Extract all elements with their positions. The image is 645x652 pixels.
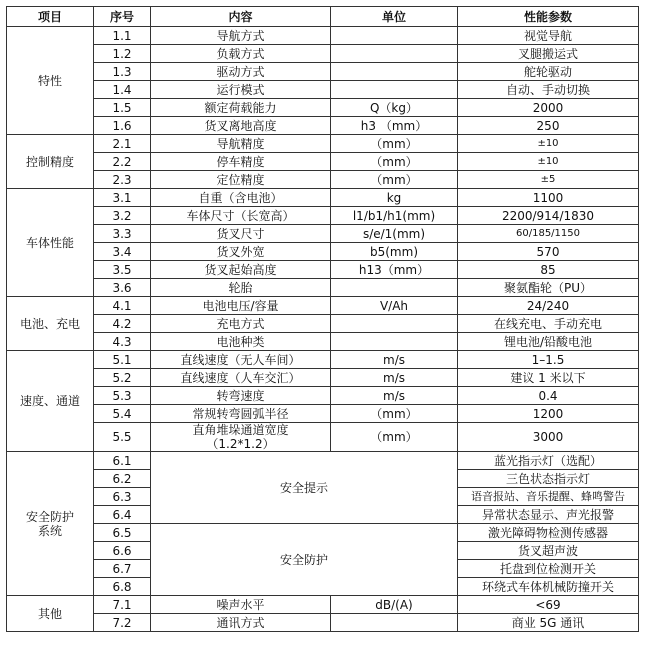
row-value: 1–1.5 — [458, 351, 639, 369]
row-no: 2.2 — [94, 153, 151, 171]
row-content: 货叉尺寸 — [151, 225, 331, 243]
row-content: 噪声水平 — [151, 596, 331, 614]
row-value: ±5 — [458, 171, 639, 189]
row-unit: kg — [331, 189, 458, 207]
row-no: 3.3 — [94, 225, 151, 243]
table-row — [7, 423, 639, 452]
row-content: 货叉离地高度 — [151, 117, 331, 135]
table-row — [7, 596, 639, 614]
row-content: 定位精度 — [151, 171, 331, 189]
header-content: 内容 — [151, 7, 331, 27]
category-cell: 安全防护 系统 — [7, 452, 94, 596]
table-row — [7, 45, 639, 63]
row-value: <69 — [458, 596, 639, 614]
row-content: 常规转弯圆弧半径 — [151, 405, 331, 423]
row-content: 导航精度 — [151, 135, 331, 153]
row-unit: （mm） — [331, 423, 458, 452]
row-unit: Q（kg） — [331, 99, 458, 117]
row-value: 2000 — [458, 99, 639, 117]
row-no: 6.8 — [94, 578, 151, 596]
row-content: 自重（含电池） — [151, 189, 331, 207]
header-value: 性能参数 — [458, 7, 639, 27]
table-row — [7, 452, 639, 470]
row-no: 6.6 — [94, 542, 151, 560]
row-value: 蓝光指示灯（选配） — [458, 452, 639, 470]
row-no: 6.1 — [94, 452, 151, 470]
row-no: 3.1 — [94, 189, 151, 207]
row-no: 5.2 — [94, 369, 151, 387]
table-row — [7, 387, 639, 405]
row-value: 24/240 — [458, 297, 639, 315]
category-cell: 特性 — [7, 27, 94, 135]
row-no: 6.3 — [94, 488, 151, 506]
row-value: 3000 — [458, 423, 639, 452]
table-row — [7, 261, 639, 279]
row-content: 电池种类 — [151, 333, 331, 351]
row-value: 60/185/1150 — [458, 225, 639, 243]
table-row — [7, 99, 639, 117]
row-no: 6.2 — [94, 470, 151, 488]
row-unit: m/s — [331, 369, 458, 387]
row-value: 托盘到位检测开关 — [458, 560, 639, 578]
row-no: 6.7 — [94, 560, 151, 578]
row-no: 7.1 — [94, 596, 151, 614]
table-row — [7, 27, 639, 45]
row-value: 三色状态指示灯 — [458, 470, 639, 488]
row-value: 货叉超声波 — [458, 542, 639, 560]
row-content: 导航方式 — [151, 27, 331, 45]
table-row — [7, 225, 639, 243]
table-row — [7, 189, 639, 207]
table-row — [7, 279, 639, 297]
row-no: 5.1 — [94, 351, 151, 369]
row-no: 5.5 — [94, 423, 151, 452]
merged-content-cell: 安全提示 — [151, 452, 458, 524]
table-row — [7, 63, 639, 81]
table-row — [7, 369, 639, 387]
row-no: 1.2 — [94, 45, 151, 63]
header-item: 项目 — [7, 7, 94, 27]
row-value: 建议 1 米以下 — [458, 369, 639, 387]
row-no: 1.4 — [94, 81, 151, 99]
row-no: 1.5 — [94, 99, 151, 117]
row-content: 轮胎 — [151, 279, 331, 297]
row-no: 3.4 — [94, 243, 151, 261]
row-value: 85 — [458, 261, 639, 279]
row-no: 4.2 — [94, 315, 151, 333]
row-value: 250 — [458, 117, 639, 135]
row-unit: s/e/1(mm) — [331, 225, 458, 243]
row-no: 1.6 — [94, 117, 151, 135]
row-unit: （mm） — [331, 153, 458, 171]
table-row — [7, 405, 639, 423]
row-value: ±10 — [458, 135, 639, 153]
row-no: 4.3 — [94, 333, 151, 351]
row-value: 舵轮驱动 — [458, 63, 639, 81]
row-unit — [331, 81, 458, 99]
row-content: 运行模式 — [151, 81, 331, 99]
row-content: 直线速度（人车交汇） — [151, 369, 331, 387]
row-content: 直角堆垛通道宽度 （1.2*1.2） — [151, 423, 331, 452]
row-content: 电池电压/容量 — [151, 297, 331, 315]
row-unit — [331, 614, 458, 632]
row-value: 2200/914/1830 — [458, 207, 639, 225]
row-unit — [331, 27, 458, 45]
row-no: 3.5 — [94, 261, 151, 279]
table-row — [7, 333, 639, 351]
row-content: 负载方式 — [151, 45, 331, 63]
row-unit — [331, 333, 458, 351]
row-unit: m/s — [331, 387, 458, 405]
category-cell: 控制精度 — [7, 135, 94, 189]
table-row — [7, 297, 639, 315]
row-no: 6.5 — [94, 524, 151, 542]
row-value: 激光障碍物检测传感器 — [458, 524, 639, 542]
row-no: 5.4 — [94, 405, 151, 423]
category-cell: 速度、通道 — [7, 351, 94, 452]
table-row — [7, 243, 639, 261]
row-unit — [331, 279, 458, 297]
row-value: 环绕式车体机械防撞开关 — [458, 578, 639, 596]
category-cell: 车体性能 — [7, 189, 94, 297]
row-unit: （mm） — [331, 405, 458, 423]
row-content: 转弯速度 — [151, 387, 331, 405]
row-value: 锂电池/铅酸电池 — [458, 333, 639, 351]
row-unit: dB/(A) — [331, 596, 458, 614]
row-value: 叉腿搬运式 — [458, 45, 639, 63]
row-value: 570 — [458, 243, 639, 261]
header-unit: 单位 — [331, 7, 458, 27]
table-row — [7, 171, 639, 189]
row-content: 充电方式 — [151, 315, 331, 333]
row-value: 在线充电、手动充电 — [458, 315, 639, 333]
row-unit — [331, 63, 458, 81]
category-cell: 其他 — [7, 596, 94, 632]
row-content: 驱动方式 — [151, 63, 331, 81]
row-value: 聚氨酯轮（PU） — [458, 279, 639, 297]
row-unit — [331, 45, 458, 63]
row-no: 1.3 — [94, 63, 151, 81]
row-content: 停车精度 — [151, 153, 331, 171]
row-no: 6.4 — [94, 506, 151, 524]
row-unit: h13（mm） — [331, 261, 458, 279]
row-unit: V/Ah — [331, 297, 458, 315]
row-content: 货叉起始高度 — [151, 261, 331, 279]
row-content: 直线速度（无人车间） — [151, 351, 331, 369]
category-cell: 电池、充电 — [7, 297, 94, 351]
row-content: 货叉外宽 — [151, 243, 331, 261]
row-content: 额定荷载能力 — [151, 99, 331, 117]
row-no: 5.3 — [94, 387, 151, 405]
row-content: 通讯方式 — [151, 614, 331, 632]
spec-table — [6, 6, 639, 632]
row-value: ±10 — [458, 153, 639, 171]
row-no: 2.1 — [94, 135, 151, 153]
row-no: 2.3 — [94, 171, 151, 189]
merged-content-cell: 安全防护 — [151, 524, 458, 596]
row-unit: m/s — [331, 351, 458, 369]
row-unit: h3 （mm） — [331, 117, 458, 135]
row-no: 4.1 — [94, 297, 151, 315]
row-value: 视觉导航 — [458, 27, 639, 45]
header-no: 序号 — [94, 7, 151, 27]
row-unit: b5(mm) — [331, 243, 458, 261]
row-value: 语音报站、音乐提醒、蜂鸣警告 — [458, 488, 639, 506]
row-value: 商业 5G 通讯 — [458, 614, 639, 632]
table-row — [7, 117, 639, 135]
row-no: 1.1 — [94, 27, 151, 45]
table-row — [7, 351, 639, 369]
table-row — [7, 81, 639, 99]
row-value: 0.4 — [458, 387, 639, 405]
table-row — [7, 135, 639, 153]
row-unit: l1/b1/h1(mm) — [331, 207, 458, 225]
row-content: 车体尺寸（长宽高） — [151, 207, 331, 225]
table-row — [7, 524, 639, 542]
row-unit: （mm） — [331, 135, 458, 153]
row-value: 1200 — [458, 405, 639, 423]
row-value: 自动、手动切换 — [458, 81, 639, 99]
row-value: 异常状态显示、声光报警 — [458, 506, 639, 524]
table-row — [7, 207, 639, 225]
table-row — [7, 315, 639, 333]
row-no: 3.6 — [94, 279, 151, 297]
table-row — [7, 614, 639, 632]
row-no: 3.2 — [94, 207, 151, 225]
header-row — [7, 7, 639, 27]
row-unit — [331, 315, 458, 333]
row-unit: （mm） — [331, 171, 458, 189]
row-value: 1100 — [458, 189, 639, 207]
row-no: 7.2 — [94, 614, 151, 632]
table-row — [7, 153, 639, 171]
